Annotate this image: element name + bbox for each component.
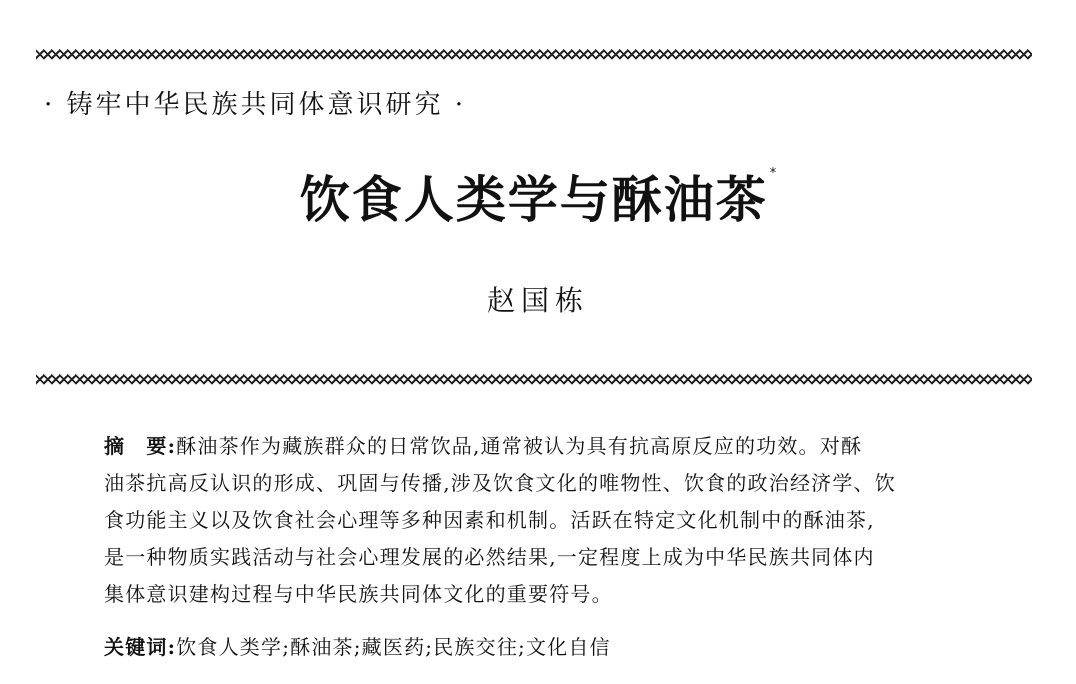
abstract-label: 摘 要 [104,434,168,458]
keywords [104,632,984,662]
middle-decorative-rule [36,373,1032,385]
abstract-separator: : [167,434,177,458]
keywords-text: 饮食人类学;酥油茶;藏医药;民族交往;文化自信 [176,635,611,659]
column-label: · 铸牢中华民族共同体意识研究 · [44,90,467,120]
abstract-line: 集体意识建构过程与中华民族共同体文化的重要符号。 [104,582,613,606]
paper-title: 饮食人类学与酥油茶 [299,171,768,229]
author-name: 赵国栋 [486,284,589,317]
abstract-line: 食功能主义以及饮食社会心理等多种因素和机制。活跃在特定文化机制中的酥油茶, [104,508,875,532]
title-footnote-mark: * [769,166,777,181]
title-block [0,160,1076,232]
keywords-separator: : [167,635,177,659]
abstract-line: 油茶抗高反认识的形成、巩固与传播,涉及饮食文化的唯物性、饮食的政治经济学、饮 [104,471,896,495]
keywords-label: 关键词 [104,635,168,659]
abstract-line [104,428,984,465]
top-decorative-rule [36,48,1032,60]
abstract-text: 酥油茶作为藏族群众的日常饮品,通常被认为具有抗高原反应的功效。对酥 [176,434,863,458]
abstract-line: 是一种物质实践活动与社会心理发展的必然结果,一定程度上成为中华民族共同体内 [104,545,875,569]
abstract [104,428,984,613]
